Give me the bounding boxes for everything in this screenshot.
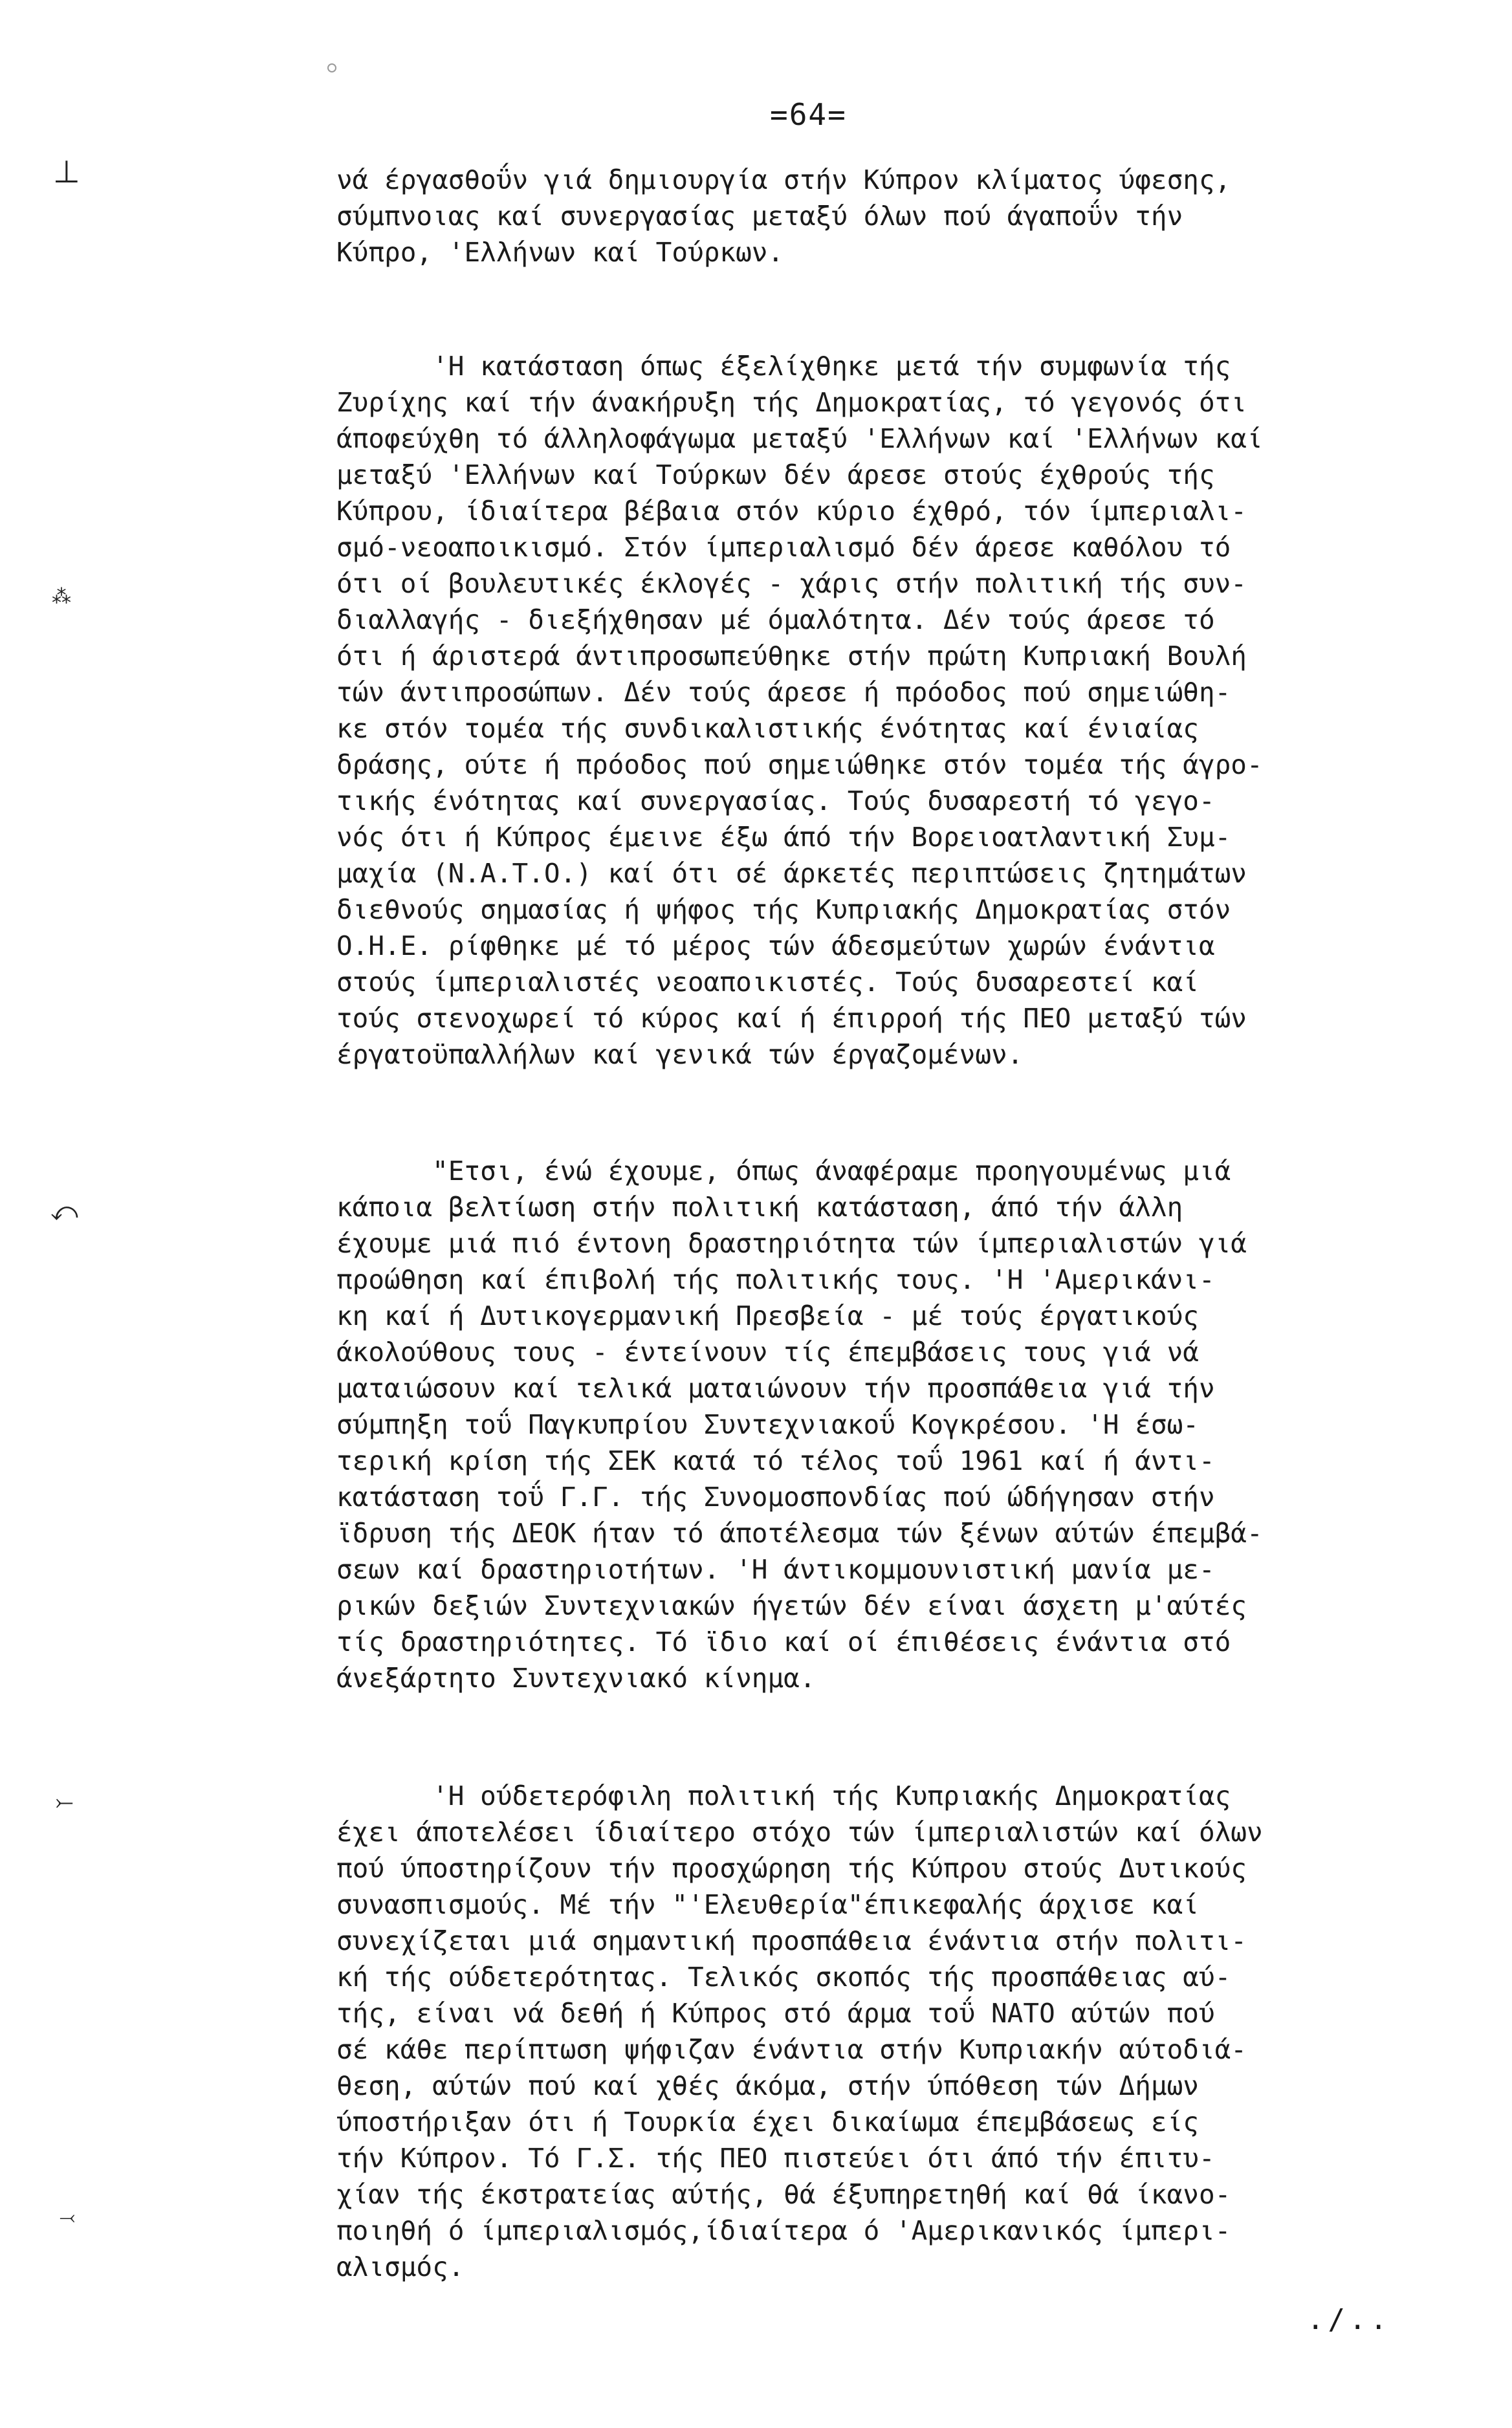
margin-mark-2: ⁂ <box>52 585 71 608</box>
text-line: κη καί ή Δυτικογερμανική Πρεσβεία - μέ τούς έργατικούς <box>336 1300 1199 1331</box>
text-line: προώθηση καί έπιβολή τής πολιτικής τους. 'Η 'Αμερικάνι- <box>336 1264 1215 1295</box>
text-line: άνεξάρτητο Συντεχνιακό κίνημα. <box>336 1663 816 1694</box>
margin-mark-4: ⤚ <box>56 1789 74 1815</box>
text-line: 'Η ούδετερόφιλη πολιτική τής Κυπριακής Δημοκρατίας <box>336 1780 1231 1811</box>
margin-mark-5: ⤙ <box>60 2206 75 2229</box>
text-line: χίαν τής έκστρατείας αύτής, θά έξυπηρετηθή καί θά ίκανο- <box>336 2179 1231 2210</box>
text-line: διαλλαγής - διεξήχθησαν μέ όμαλότητα. Δέν τούς άρεσε τό <box>336 604 1215 635</box>
text-line: συνασπισμούς. Μέ τήν "'Ελευθερία"έπικεφαλής άρχισε καί <box>336 1889 1199 1920</box>
text-line: Κύπρο, 'Ελλήνων καί Τούρκων. <box>336 237 784 268</box>
text-line: κατάσταση τοΰ Γ.Γ. τής Συνομοσπονδίας πού ώδήγησαν στήν <box>336 1482 1215 1513</box>
text-line: σέ κάθε περίπτωση ψήφιζαν ένάντια στήν Κυπριακήν αύτοδιά- <box>336 2034 1247 2065</box>
text-line: σμό-νεοαποικισμό. Στόν ίμπεριαλισμό δέν άρεσε καθόλου τό <box>336 532 1231 563</box>
text-line: τούς στενοχωρεί τό κύρος καί ή έπιρροή τής ΠΕΟ μεταξύ τών <box>336 1003 1247 1034</box>
text-line: ϊδρυση τής ΔΕΟΚ ήταν τό άποτέλεσμα τών ξένων αύτών έπεμβά- <box>336 1518 1263 1549</box>
text-line: σύμπηξη τοΰ Παγκυπρίου Συντεχνιακοΰ Κογκρέσου. 'Η έσω- <box>336 1409 1199 1440</box>
text-line: τής, είναι νά δεθή ή Κύπρος στό άρμα τοΰ ΝΑΤΟ αύτών πού <box>336 1998 1215 2029</box>
text-line: στούς ίμπεριαλιστές νεοαποικιστές. Τούς δυσαρεστεί καί <box>336 967 1199 998</box>
paragraph-1 <box>336 162 1449 270</box>
text-line: σεων καί δραστηριοτήτων. 'Η άντικομμουνιστική μανία με- <box>336 1554 1215 1585</box>
paragraph-2 <box>336 348 1449 1073</box>
paragraph-3 <box>336 1153 1449 1696</box>
text-line: αλισμός. <box>336 2251 465 2282</box>
text-line: κάποια βελτίωση στήν πολιτική κατάσταση, άπό τήν άλλη <box>336 1192 1183 1223</box>
text-line: πού ύποστηρίζουν τήν προσχώρηση τής Κύπρου στούς Δυτικούς <box>336 1853 1247 1884</box>
text-line: τίς δραστηριότητες. Τό ϊδιο καί οί έπιθέσεις ένάντια στό <box>336 1626 1231 1657</box>
text-line: Ζυρίχης καί τήν άνακήρυξη τής Δημοκρατίας, τό γεγονός ότι <box>336 387 1247 418</box>
text-line: ποιηθή ό ίμπεριαλισμός,ίδιαίτερα ό 'Αμερικανικός ίμπερι- <box>336 2215 1231 2246</box>
text-line: άκολούθους τους - έντείνουν τίς έπεμβάσεις τους γιά νά <box>336 1337 1199 1368</box>
text-line: ύποστήριξαν ότι ή Τουρκία έχει δικαίωμα έπεμβάσεως είς <box>336 2106 1199 2138</box>
text-line: κε στόν τομέα τής συνδικαλιστικής ένότητας καί ένιαίας <box>336 713 1199 744</box>
text-line: συνεχίζεται μιά σημαντική προσπάθεια ένάντια στήν πολιτι- <box>336 1925 1247 1956</box>
page-number: =64= <box>770 97 847 132</box>
text-line: τήν Κύπρον. Τό Γ.Σ. τής ΠΕΟ πιστεύει ότι άπό τήν έπιτυ- <box>336 2143 1215 2174</box>
text-line: νός ότι ή Κύπρος έμεινε έξω άπό τήν Βορειοατλαντική Συμ- <box>336 822 1231 853</box>
text-line: 'Η κατάσταση όπως έξελίχθηκε μετά τήν συμφωνία τής <box>336 351 1231 382</box>
text-line: μεταξύ 'Ελλήνων καί Τούρκων δέν άρεσε στούς έχθρούς τής <box>336 459 1215 490</box>
punch-hole-mark <box>327 63 336 72</box>
text-line: "Ετσι, ένώ έχουμε, όπως άναφέραμε προηγουμένως μιά <box>336 1155 1231 1187</box>
margin-mark-3: ⤺ <box>50 1197 78 1227</box>
margin-mark-1: ⊥ <box>53 154 80 190</box>
text-line: ρικών δεξιών Συντεχνιακών ήγετών δέν είναι άσχετη μ'αύτές <box>336 1590 1247 1621</box>
text-line: ματαιώσουν καί τελικά ματαιώνουν τήν προσπάθεια γιά τήν <box>336 1373 1215 1404</box>
text-line: άποφεύχθη τό άλληλοφάγωμα μεταξύ 'Ελλήνων καί 'Ελλήνων καί <box>336 423 1263 454</box>
text-line: σύμπνοιας καί συνεργασίας μεταξύ όλων πού άγαποΰν τήν <box>336 201 1183 232</box>
text-line: διεθνούς σημασίας ή ψήφος τής Κυπριακής Δημοκρατίας στόν <box>336 894 1231 925</box>
text-line: τερική κρίση τής ΣΕΚ κατά τό τέλος τοΰ 1961 καί ή άντι- <box>336 1445 1215 1476</box>
body-text <box>336 162 1449 2285</box>
text-line: Κύπρου, ίδιαίτερα βέβαια στόν κύριο έχθρό, τόν ίμπεριαλι- <box>336 496 1247 527</box>
continuation-mark: ./.. <box>1307 2303 1391 2336</box>
text-line: δράσης, ούτε ή πρόοδος πού σημειώθηκε στόν τομέα τής άγρο- <box>336 749 1263 780</box>
text-line: έργατοϋπαλλήλων καί γενικά τών έργαζομένων. <box>336 1039 1024 1070</box>
text-line: νά έργασθοΰν γιά δημιουργία στήν Κύπρον κλίματος ύφεσης, <box>336 164 1231 195</box>
text-line: ότι οί βουλευτικές έκλογές - χάρις στήν πολιτική τής συν- <box>336 568 1247 599</box>
text-line: θεση, αύτών πού καί χθές άκόμα, στήν ύπόθεση τών Δήμων <box>336 2070 1199 2101</box>
text-line: τικής ένότητας καί συνεργασίας. Τούς δυσαρεστή τό γεγο- <box>336 785 1215 816</box>
text-line: μαχία (Ν.Α.Τ.Ο.) καί ότι σέ άρκετές περιπτώσεις ζητημάτων <box>336 858 1247 889</box>
text-line: τών άντιπροσώπων. Δέν τούς άρεσε ή πρόοδος πού σημειώθη- <box>336 677 1231 708</box>
text-line: έχει άποτελέσει ίδιαίτερο στόχο τών ίμπεριαλιστών καί όλων <box>336 1817 1263 1848</box>
text-line: έχουμε μιά πιό έντονη δραστηριότητα τών ίμπεριαλιστών γιά <box>336 1228 1247 1259</box>
text-line: ότι ή άριστερά άντιπροσωπεύθηκε στήν πρώτη Κυπριακή Βουλή <box>336 640 1247 672</box>
paragraph-4 <box>336 1778 1449 2285</box>
text-line: Ο.Η.Ε. ρίφθηκε μέ τό μέρος τών άδεσμεύτων χωρών ένάντια <box>336 930 1215 961</box>
text-line: κή τής ούδετερότητας. Τελικός σκοπός τής προσπάθειας αύ- <box>336 1962 1231 1993</box>
